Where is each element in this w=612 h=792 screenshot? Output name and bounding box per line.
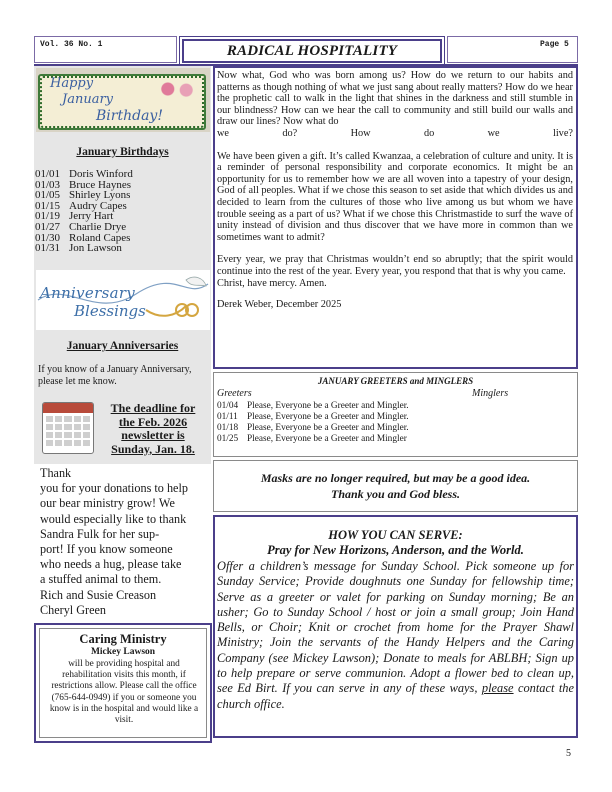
- serve-subheading: Pray for New Horizons, Anderson, and the World.: [267, 543, 524, 557]
- article-signature: Derek Weber, December 2025: [217, 299, 342, 311]
- cake-text-happy: Happy: [50, 76, 94, 91]
- masks-notice-line2: Thank you and God bless.: [330, 487, 461, 501]
- greeter-row: 01/11 Please, Everyone be a Greeter and Mingler.: [217, 412, 409, 422]
- volume-label: Vol. 36 No. 1: [40, 40, 103, 49]
- article-paragraph-1: Now what, God who was born among us? How do we return to our habits and patterns as though nothing of what we just sang about really matters? How do we hear the prophetic call to walk in the light that shines in the darkness and still stumble in our blindness? How can we hear the call to community and still build our walls and draw our lines? Now what do: [217, 70, 573, 128]
- birthday-cake-image: [36, 68, 210, 132]
- article-paragraph-4: Christ, have mercy. Amen.: [217, 277, 327, 289]
- anniversary-blessings-graphic: [36, 270, 210, 330]
- page-label: Page 5: [540, 40, 569, 49]
- page-number: 5: [566, 748, 571, 759]
- greeters-col-greeters: Greeters: [217, 388, 252, 399]
- greeters-list: [217, 401, 572, 445]
- cake-text-birthday: Birthday!: [96, 108, 163, 124]
- greeter-row: 01/25 Please, Everyone be a Greeter and Mingler: [217, 434, 407, 444]
- article-paragraph-2: We have been given a gift. It’s called Kwanzaa, a celebration of culture and unity. It is a reminder of personal responsibility and corporate economics. It might be an opportunity for us to remember how we are all woven into a tapestry of your design, God of all peoples. What if we chose this season to set aside that which divides us and decided to learn from the cultures of those who live among us but whom we have trouble seeing as a part of us? What if we chose this Christmastide to surf the wave of unity instead of division and thus discover that we have more in common than we sometimes want to admit?: [217, 150, 573, 243]
- anniversaries-heading: January Anniversaries: [66, 340, 179, 352]
- birthday-row: 01/03 Bruce Haynes: [35, 178, 132, 191]
- greeter-row: 01/18 Please, Everyone be a Greeter and Mingler.: [217, 423, 409, 433]
- page-title: RADICAL HOSPITALITY: [226, 43, 398, 59]
- serve-heading: HOW YOU CAN SERVE:: [328, 528, 463, 542]
- greeters-col-minglers: Minglers: [472, 388, 509, 399]
- article-paragraph-3: Every year, we pray that Christmas wouldn’t end so abruptly; that the spirit would continue into the rest of the year. Every year, you respond that that is why you came.: [217, 254, 573, 277]
- caring-ministry-text: will be providing hospital and rehabilitation visits this month, if restrictions allow. Please call the office (765-644-0949) if you or someone you know is in the hospital and would like a visit.: [49, 659, 199, 726]
- deadline-notice: The deadline for the Feb. 2026 newsletter is Sunday, Jan. 18.: [110, 401, 196, 456]
- birthday-row: 01/15 Audry Capes: [35, 199, 127, 212]
- cake-text-january: January: [62, 92, 114, 107]
- masks-box: [213, 460, 578, 512]
- cake-rose-icon: [154, 78, 200, 100]
- birthday-row: 01/31 Jon Lawson: [35, 242, 122, 255]
- anniversary-graphic-line1: Anniversary: [40, 284, 136, 302]
- birthday-list: [35, 169, 210, 254]
- caring-ministry-heading: Caring Ministry: [79, 632, 167, 646]
- greeters-heading: JANUARY GREETERS and MINGLERS: [317, 376, 474, 386]
- article-body: [217, 70, 573, 311]
- birthday-row: 01/27 Charlie Drye: [35, 220, 127, 233]
- calendar-icon: [42, 402, 94, 454]
- serve-please: please: [481, 681, 514, 696]
- caring-ministry-name: Mickey Lawson: [90, 647, 156, 657]
- bear-ministry-thanks: Thank you for your donations to help our bear ministry grow! We would especially like to thank Sandra Fulk for her sup- port! If you know someone who needs a hug, please take a stuffed animal to them. Rich and Susie Creason Cheryl Green: [40, 466, 188, 617]
- anniversaries-text: If you know of a January Anniversary, please let me know.: [38, 364, 192, 387]
- anniversary-graphic-line2: Blessings: [74, 302, 146, 320]
- masks-notice-line1: Masks are no longer required, but may be a good idea.: [260, 471, 531, 485]
- birthday-row: 01/05 Shirley Lyons: [35, 189, 131, 202]
- serve-text: Offer a children’s message for Sunday School. Pick someone up for Sunday Service; Provide doughnuts one Sunday for fellowship time; Serve as a greeter or valet for parking on Sunday morning; Be an usher; Go to Sunday School / host or join a small group; Join Hand Bells, or Choir; Knit or crochet from home for the Prayer Shawl Ministry; Join the servants of the Handy Helpers and the Caring Company (see Mickey Lawson); Donate to meals for ABLBH; Sign up to help prepare or serve communion. Adopt a flower bed to clean up, see Ed Birt. If you can serve in any of these ways, please contact the church office.: [217, 559, 574, 711]
- birthday-row: 01/19 Jerry Hart: [35, 210, 114, 223]
- greeter-row: 01/04 Please, Everyone be a Greeter and Mingler.: [217, 401, 409, 411]
- article-paragraph-1-tail: we do? How do we live?: [217, 127, 573, 139]
- birthdays-heading: January Birthdays: [76, 146, 169, 158]
- birthday-row: 01/01 Doris Winford: [35, 168, 133, 180]
- birthday-row: 01/30 Roland Capes: [35, 231, 131, 244]
